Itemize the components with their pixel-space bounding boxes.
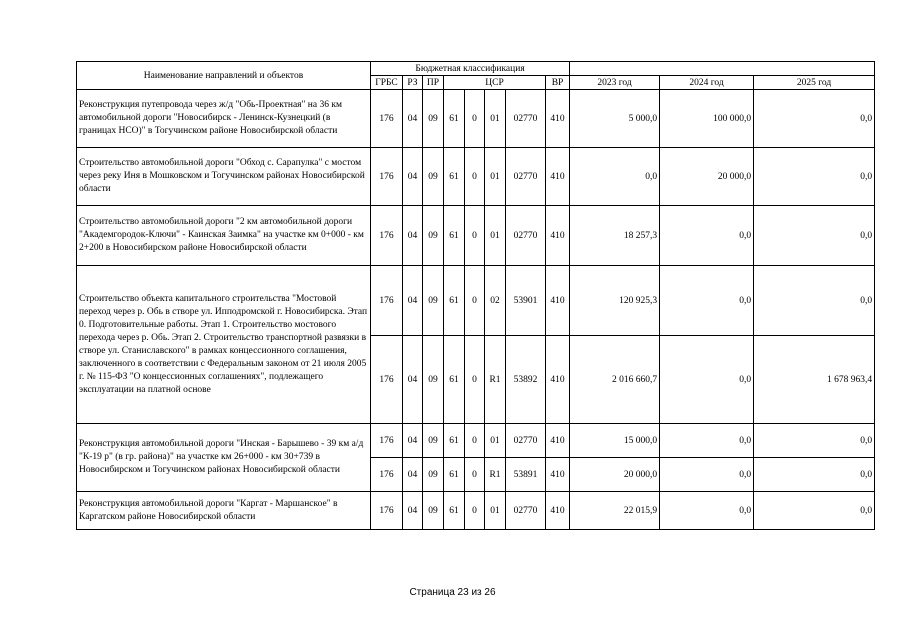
cell-y2025: 0,0	[754, 90, 875, 148]
page-number: Страница 23 из 26	[409, 587, 496, 598]
cell-c1: 61	[444, 492, 465, 530]
cell-c3: 01	[485, 90, 506, 148]
cell-c4: 53892	[506, 336, 546, 424]
cell-c2: 0	[465, 90, 485, 148]
header-vr: ВР	[546, 76, 570, 90]
budget-table	[76, 61, 875, 530]
cell-rz: 04	[403, 90, 423, 148]
cell-rz: 04	[403, 266, 423, 336]
table-row	[77, 148, 875, 206]
cell-c1: 61	[444, 458, 465, 492]
cell-c2: 0	[465, 458, 485, 492]
cell-rz: 04	[403, 458, 423, 492]
cell-pr: 09	[423, 458, 444, 492]
cell-y2023: 22 015,9	[570, 492, 660, 530]
cell-c3: 01	[485, 148, 506, 206]
cell-rz: 04	[403, 206, 423, 266]
cell-c2: 0	[465, 336, 485, 424]
header-name-column: Наименование направлений и объектов	[77, 62, 371, 90]
cell-y2023: 0,0	[570, 148, 660, 206]
cell-pr: 09	[423, 492, 444, 530]
cell-grbs: 176	[371, 266, 403, 336]
header-pr: ПР	[423, 76, 444, 90]
cell-c3: 02	[485, 266, 506, 336]
cell-c1: 61	[444, 424, 465, 458]
cell-y2024: 0,0	[660, 458, 754, 492]
header-csr: ЦСР	[444, 76, 546, 90]
cell-c1: 61	[444, 206, 465, 266]
object-name: Реконструкция автомобильной дороги "Инская - Барышево - 39 км а/д "К-19 р" (в гр. района)" на участке км 26+000 - км 30+739 в Новосибирском и Тогучинском районах Новосибирской области	[77, 424, 371, 492]
cell-y2023: 18 257,3	[570, 206, 660, 266]
cell-y2024: 0,0	[660, 206, 754, 266]
object-name: Реконструкция автомобильной дороги "Каргат - Маршанское" в Каргатском районе Новосибирской области	[77, 492, 371, 530]
cell-y2025: 0,0	[754, 148, 875, 206]
table-row	[77, 90, 875, 148]
cell-c2: 0	[465, 148, 485, 206]
table-row	[77, 492, 875, 530]
header-grbs: ГРБС	[371, 76, 403, 90]
cell-c1: 61	[444, 266, 465, 336]
cell-c1: 61	[444, 148, 465, 206]
cell-c2: 0	[465, 492, 485, 530]
cell-rz: 04	[403, 148, 423, 206]
cell-y2023: 2 016 660,7	[570, 336, 660, 424]
cell-y2024: 0,0	[660, 336, 754, 424]
header-years-group	[570, 62, 875, 76]
header-budget-classification: Бюджетная классификация	[371, 62, 570, 76]
cell-c2: 0	[465, 266, 485, 336]
cell-c4: 02770	[506, 90, 546, 148]
cell-vr: 410	[546, 336, 570, 424]
cell-y2025: 0,0	[754, 266, 875, 336]
cell-y2024: 0,0	[660, 424, 754, 458]
object-name: Строительство объекта капитального строительства "Мостовой переход через р. Обь в створе ул. Ипподромской г. Новосибирска. Этап 0. Подготовительные работы. Этап 1. Строительство мостового перехода через р. Обь. Этап 2. Строительство транспортной развязки в створе ул. Станиславского" в рамках концессионного соглашения, заключенного в соответствии с Федеральным законом от 21 июля 2005 г. № 115-ФЗ "О концессионных соглашениях", подлежащего эксплуатации на платной основе	[77, 266, 371, 424]
cell-c2: 0	[465, 424, 485, 458]
cell-pr: 09	[423, 266, 444, 336]
cell-y2025: 0,0	[754, 492, 875, 530]
cell-c3: R1	[485, 458, 506, 492]
cell-grbs: 176	[371, 458, 403, 492]
cell-rz: 04	[403, 492, 423, 530]
cell-c4: 02770	[506, 148, 546, 206]
header-year-2023: 2023 год	[570, 76, 660, 90]
cell-grbs: 176	[371, 492, 403, 530]
cell-c1: 61	[444, 336, 465, 424]
cell-c4: 53901	[506, 266, 546, 336]
cell-grbs: 176	[371, 148, 403, 206]
object-name: Реконструкция путепровода через ж/д "Обь-Проектная" на 36 км автомобильной дороги "Новосибирск - Ленинск-Кузнецкий (в границах НСО)" в Тогучинском районе Новосибирской области	[77, 90, 371, 148]
header-rz: РЗ	[403, 76, 423, 90]
cell-y2025: 0,0	[754, 458, 875, 492]
cell-pr: 09	[423, 148, 444, 206]
cell-rz: 04	[403, 424, 423, 458]
header-row-1	[77, 62, 875, 76]
cell-c3: 01	[485, 492, 506, 530]
cell-c1: 61	[444, 90, 465, 148]
cell-c3: R1	[485, 336, 506, 424]
cell-y2024: 0,0	[660, 266, 754, 336]
cell-y2023: 20 000,0	[570, 458, 660, 492]
cell-y2025: 1 678 963,4	[754, 336, 875, 424]
cell-y2025: 0,0	[754, 424, 875, 458]
cell-pr: 09	[423, 206, 444, 266]
cell-grbs: 176	[371, 90, 403, 148]
cell-y2024: 0,0	[660, 492, 754, 530]
table-row	[77, 206, 875, 266]
cell-c3: 01	[485, 206, 506, 266]
cell-c4: 02770	[506, 492, 546, 530]
cell-grbs: 176	[371, 336, 403, 424]
object-name: Строительство автомобильной дороги "2 км автомобильной дороги "Академгородок-Ключи" - Каинская Заимка" на участке км 0+000 - км 2+200 в Новосибирском районе Новосибирской области	[77, 206, 371, 266]
cell-vr: 410	[546, 148, 570, 206]
cell-rz: 04	[403, 336, 423, 424]
cell-grbs: 176	[371, 206, 403, 266]
cell-c4: 53891	[506, 458, 546, 492]
header-year-2025: 2025 год	[754, 76, 875, 90]
cell-vr: 410	[546, 424, 570, 458]
cell-vr: 410	[546, 90, 570, 148]
cell-vr: 410	[546, 206, 570, 266]
cell-y2023: 15 000,0	[570, 424, 660, 458]
cell-c4: 02770	[506, 424, 546, 458]
cell-vr: 410	[546, 492, 570, 530]
cell-y2025: 0,0	[754, 206, 875, 266]
cell-y2023: 5 000,0	[570, 90, 660, 148]
cell-grbs: 176	[371, 424, 403, 458]
header-year-2024: 2024 год	[660, 76, 754, 90]
cell-vr: 410	[546, 266, 570, 336]
cell-pr: 09	[423, 90, 444, 148]
object-name: Строительство автомобильной дороги "Обход с. Сарапулка" с мостом через реку Иня в Мошковском и Тогучинском районах Новосибирской области	[77, 148, 371, 206]
cell-c4: 02770	[506, 206, 546, 266]
table-row	[77, 424, 875, 458]
cell-y2024: 20 000,0	[660, 148, 754, 206]
cell-y2024: 100 000,0	[660, 90, 754, 148]
cell-vr: 410	[546, 458, 570, 492]
cell-y2023: 120 925,3	[570, 266, 660, 336]
cell-pr: 09	[423, 424, 444, 458]
cell-c3: 01	[485, 424, 506, 458]
table-row	[77, 266, 875, 336]
cell-pr: 09	[423, 336, 444, 424]
cell-c2: 0	[465, 206, 485, 266]
table-body	[77, 90, 875, 530]
